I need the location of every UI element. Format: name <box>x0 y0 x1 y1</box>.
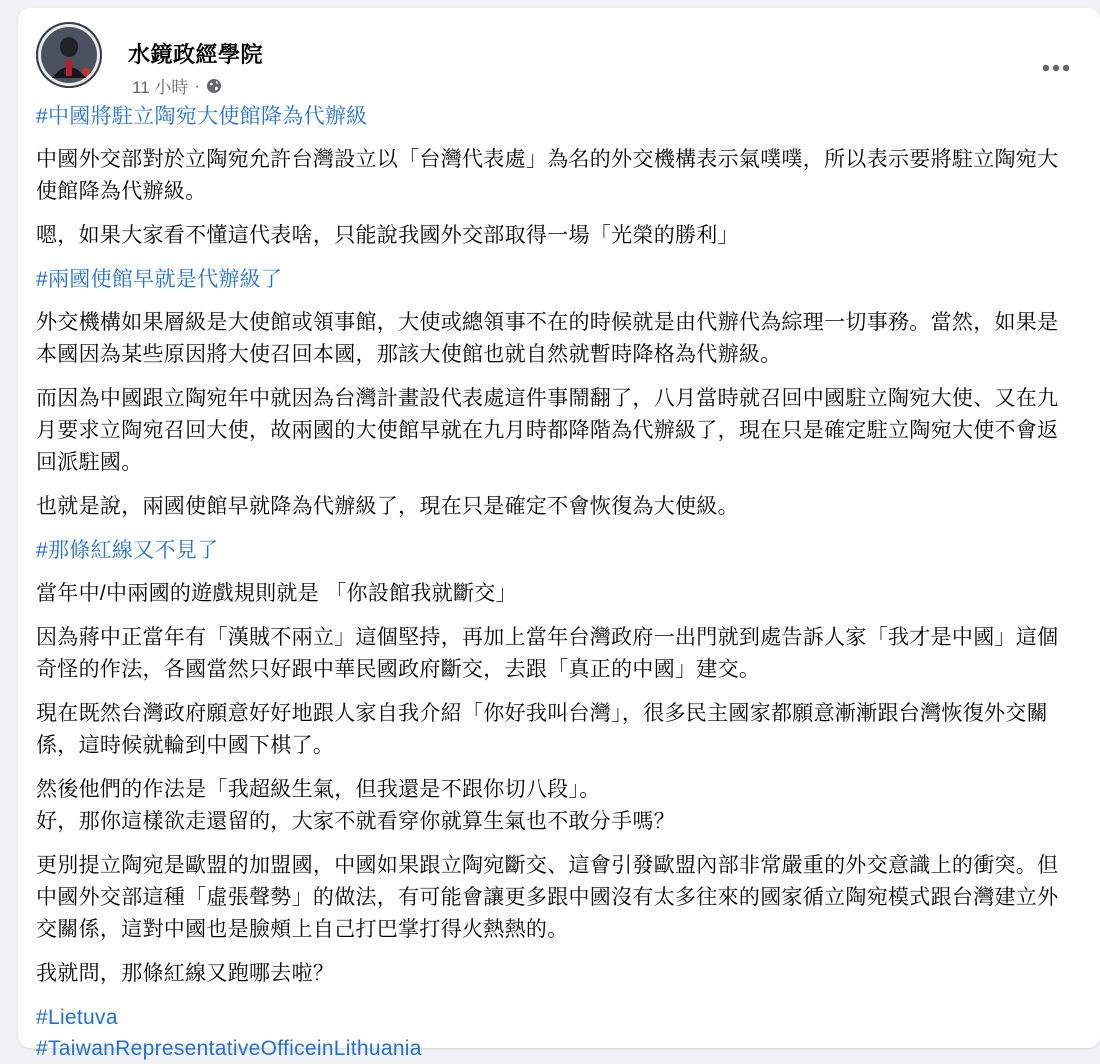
post-header <box>36 22 1084 97</box>
post-paragraph: 因為蔣中正當年有「漢賊不兩立」這個堅持，再加上當年台灣政府一出門就到處告訴人家「我才是中國」這個奇怪的作法，各國當然只好跟中華民國政府斷交，去跟「真正的中國」建交。 <box>36 626 1059 681</box>
post-paragraph: 外交機構如果層級是大使館或領事館，大使或總領事不在的時候就是由代辦代為綜理一切事務。當然，如果是本國因為某些原因將大使召回本國，那該大使館也就自然就暫時降格為代辦級。 <box>36 311 1059 366</box>
post-content <box>36 101 1076 1064</box>
hashtag-heading[interactable]: #中國將駐立陶宛大使館降為代辦級 <box>36 105 368 128</box>
more-horizontal-icon <box>1042 64 1070 72</box>
post-paragraph: 現在既然台灣政府願意好好地跟人家自我介紹「你好我叫台灣」，很多民主國家都願意漸漸跟台灣恢復外交關係，這時候就輪到中國下棋了。 <box>36 702 1048 757</box>
more-options-button[interactable] <box>1038 50 1074 86</box>
page-name[interactable]: 水鏡政經學院 <box>128 42 264 67</box>
post-paragraph: 更別提立陶宛是歐盟的加盟國，中國如果跟立陶宛斷交、這會引發歐盟內部非常嚴重的外交意識上的衝突。但中國外交部這種「虛張聲勢」的做法，有可能會讓更多跟中國沒有太多往來的國家循立陶宛模式跟台灣建立外交關係，這對中國也是臉頰上自己打巴掌打得火熱熱的。 <box>36 854 1059 941</box>
post-meta <box>132 73 222 98</box>
hashtag-heading[interactable]: #那條紅線又不見了 <box>36 539 219 562</box>
post-paragraph: 嗯，如果大家看不懂這代表啥，只能說我國外交部取得一場「光榮的勝利」 <box>36 224 739 247</box>
post-paragraph: 當年中/中兩國的遊戲規則就是 「你設館我就斷交」 <box>36 582 517 605</box>
post-paragraph: 也就是說，兩國使館早就降為代辦級了，現在只是確定不會恢復為大使級。 <box>36 495 739 518</box>
avatar-image <box>36 22 102 88</box>
hashtag-link-taiwan-office[interactable]: #TaiwanRepresentativeOfficeinLithuania <box>36 1037 422 1060</box>
hashtag-heading[interactable]: #兩國使館早就是代辦級了 <box>36 268 283 291</box>
meta-separator: · <box>194 75 201 95</box>
post-paragraph: 而因為中國跟立陶宛年中就因為台灣計畫設代表處這件事鬧翻了，八月當時就召回中國駐立陶宛大使、又在九月要求立陶宛召回大使，故兩國的大使館早就在九月時都降階為代辦級了，現在只是確定駐立陶宛大使不會返回派駐國。 <box>36 387 1059 474</box>
globe-icon <box>206 78 222 94</box>
post-card <box>18 8 1100 1060</box>
post-paragraph: 我就問，那條紅線又跑哪去啦？ <box>36 962 335 985</box>
post-paragraph: 好，那你這樣欲走還留的，大家不就看穿你就算生氣也不敢分手嗎？ <box>36 810 675 833</box>
avatar[interactable] <box>36 22 102 88</box>
post-paragraph: 中國外交部對於立陶宛允許台灣設立以「台灣代表處」為名的外交機構表示氣噗噗，所以表示要將駐立陶宛大使館降為代辦級。 <box>36 148 1059 203</box>
hashtag-list <box>36 1002 1076 1064</box>
hashtag-link-lietuva[interactable]: #Lietuva <box>36 1006 118 1029</box>
post-time[interactable]: 11 小時 <box>132 78 189 97</box>
post-paragraph: 然後他們的作法是「我超級生氣，但我還是不跟你切八段」。 <box>36 778 601 801</box>
